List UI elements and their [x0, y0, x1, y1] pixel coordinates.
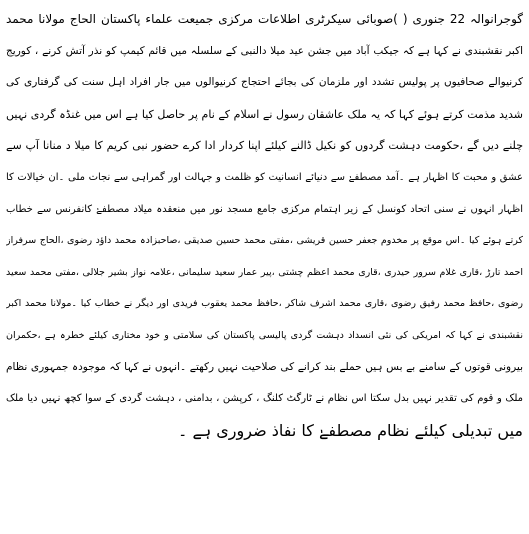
article-line-5: چلنے دیں گے ،حکومت دہشت گردوں کو نکیل ڈالنے کیلئے اپنا کردار ادا کرے حضور نبی کریم کا میلا د منانا آپ سے — [6, 139, 523, 153]
article-line-11: نقشبندی نے کہا کہ امریکی کی نئی انسداد دہشت گردی پالیسی پاکستان کی سلامتی و خود مختاری کیلئے خطرہ ہے ،حکمران — [6, 329, 523, 341]
article-line-14: میں تبدیلی کیلئے نظام مصطفےٰ کا نفاذ ضروری ہے ۔ — [177, 420, 523, 440]
article-line-6: عشق و محبت کا اظہار ہے ۔آمد مصطفےٰ سے دنیائے انسانیت کو ظلمت و جہالت اور گمراہی سے نجات ملی ۔ان خیالات کا — [6, 171, 523, 183]
article-line-9: احمد تارڑ ،قاری غلام سرور حیدری ،قاری محمد اعظم چشتی ،پیر عمار سعید سلیمانی ،علامہ نواز بشیر جلالی ،مفتی محمد سعید — [6, 266, 523, 278]
article-line-2: اکبر نقشبندی نے کہا ہے کہ جیکب آباد میں جشن عید میلا دالنبی کے سلسلہ میں قائم کیمپ کو نذر آتش کرنے ، کوریج — [6, 44, 523, 57]
article-line-12: بیرونی قوتوں کے سامنے بے بس ہیں حملے بند کرانے کی صلاحیت نہیں رکھتے ۔انہوں نے کہا کہ موجودہ جمہوری نظام — [6, 360, 523, 373]
article-line-1: گوجرانوالہ 22 جنوری ( )صوبائی سیکرٹری اطلاعات مرکزی جمیعت علماء پاکستان الحاج مولانا محمد — [6, 12, 523, 26]
article-line-8: کرتے ہوئے کیا ۔اس موقع پر مخدوم جعفر حسین قریشی ،مفتی محمد حسین صدیقی ،صاحبزادہ محمد داؤد رضوی ،الحاج سرفراز — [6, 235, 523, 247]
article-body — [6, 4, 523, 446]
article-line-4: شدید مذمت کرتے ہوئے کہا کہ یہ ملک عاشقان رسول نے اسلام کے نام پر حاصل کیا ہے اس میں غنڈہ گردی نہیں — [6, 107, 523, 121]
article-line-7: اظہار انہوں نے سنی اتحاد کونسل کے زیر اہتمام مرکزی جامع مسجد نور میں منعقدہ میلاد مصطفےٰ کانفرنس سے خطاب — [6, 203, 523, 215]
article-line-13: ملک و قوم کی تقدیر نہیں بدل سکتا اس نظام نے ٹارگٹ کلنگ ، کرپشن ، بدامنی ، دہشت گردی کے سوا کچھ نہیں دیا ملک — [6, 393, 523, 405]
article-line-3: کرنیوالے صحافیوں پر پولیس تشدد اور ملزمان کی بجائے احتجاج کرنیوالوں میں جار افراد اہل سنت کی گرفتاری کی — [6, 76, 523, 89]
article-line-10: رضوی ،حافظ محمد رفیق رضوی ،قاری محمد اشرف شاکر ،حافظ محمد یعقوب فریدی اور دیگر نے خطاب کیا ۔مولانا محمد اکبر — [6, 298, 523, 310]
